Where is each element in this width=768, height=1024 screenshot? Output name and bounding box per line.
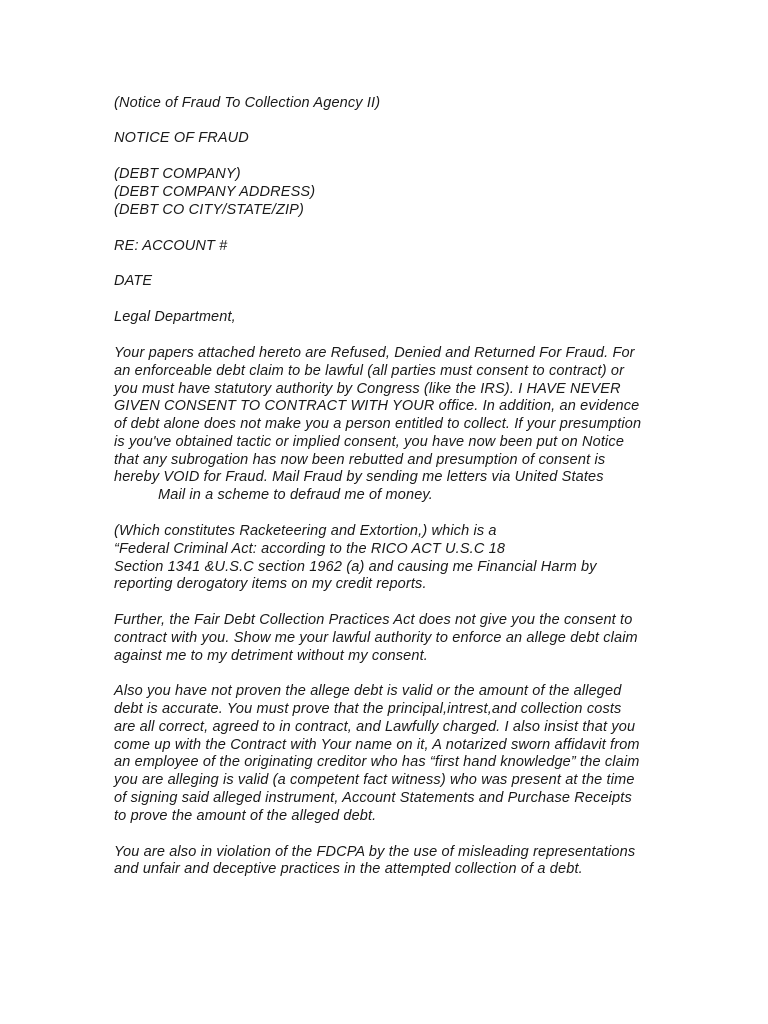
paragraph-line: you must have statutory authority by Congress (like the IRS). I HAVE NEVER: [114, 381, 621, 397]
paragraph-line: is you've obtained tactic or implied consent, you have now been put on Notice: [114, 434, 625, 450]
page-title: NOTICE OF FRAUD: [114, 130, 249, 146]
header-note: (Notice of Fraud To Collection Agency II): [114, 95, 381, 111]
paragraph-line: of debt alone does not make you a person entitled to collect. If your presumption: [114, 416, 642, 432]
paragraph-line: contract with you. Show me your lawful authority to enforce an allege debt claim: [114, 630, 638, 646]
paragraph-line: Further, the Fair Debt Collection Practices Act does not give you the consent to: [114, 612, 633, 628]
paragraph-line: an enforceable debt claim to be lawful (all parties must consent to contract) or: [114, 363, 625, 379]
paragraph-line: and unfair and deceptive practices in the attempted collection of a debt.: [114, 861, 583, 877]
paragraph-line: Also you have not proven the allege debt is valid or the amount of the alleged: [114, 683, 622, 699]
paragraph-line: GIVEN CONSENT TO CONTRACT WITH YOUR office. In addition, an evidence: [114, 398, 640, 414]
paragraph-line: debt is accurate. You must prove that the principal,intrest,and collection costs: [114, 701, 622, 717]
paragraph-line: Your papers attached hereto are Refused, Denied and Returned For Fraud. For: [114, 345, 635, 361]
paragraph-line: an employee of the originating creditor who has “first hand knowledge” the claim: [114, 754, 640, 770]
paragraph-line: hereby VOID for Fraud. Mail Fraud by sending me letters via United States: [114, 469, 604, 485]
paragraph-line: reporting derogatory items on my credit reports.: [114, 576, 427, 592]
paragraph-line: of signing said alleged instrument, Account Statements and Purchase Receipts: [114, 790, 632, 806]
paragraph-line: Section 1341 &U.S.C section 1962 (a) and causing me Financial Harm by: [114, 559, 597, 575]
paragraph-line: Mail in a scheme to defraud me of money.: [158, 487, 433, 503]
recipient-company: (DEBT COMPANY): [114, 166, 241, 182]
paragraph-line: to prove the amount of the alleged debt.: [114, 808, 377, 824]
re-account-line: RE: ACCOUNT #: [114, 238, 228, 254]
paragraph-line: you are alleging is valid (a competent fact witness) who was present at the time: [114, 772, 635, 788]
paragraph-line: You are also in violation of the FDCPA by the use of misleading representations: [114, 844, 636, 860]
paragraph-line: (Which constitutes Racketeering and Extortion,) which is a: [114, 523, 497, 539]
paragraph-line: “Federal Criminal Act: according to the RICO ACT U.S.C 18: [114, 541, 506, 557]
paragraph-line: are all correct, agreed to in contract, and Lawfully charged. I also insist that you: [114, 719, 636, 735]
recipient-address: (DEBT COMPANY ADDRESS): [114, 184, 316, 200]
paragraph-line: against me to my detriment without my consent.: [114, 648, 428, 664]
date-line: DATE: [114, 273, 153, 289]
paragraph-line: that any subrogation has now been rebutted and presumption of consent is: [114, 452, 606, 468]
recipient-city-state-zip: (DEBT CO CITY/STATE/ZIP): [114, 202, 304, 218]
salutation: Legal Department,: [114, 309, 236, 325]
paragraph-line: come up with the Contract with Your name on it, A notarized sworn affidavit from: [114, 737, 640, 753]
